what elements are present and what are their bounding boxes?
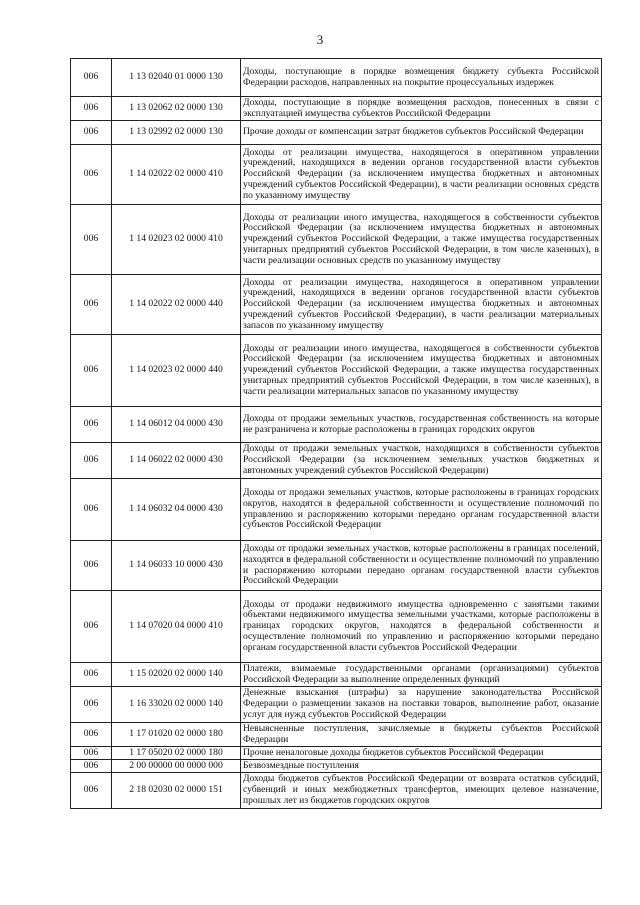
budget-code-cell: 1 15 02020 02 0000 140 <box>112 663 241 687</box>
admin-code-cell: 006 <box>71 591 112 663</box>
budget-code-cell: 1 14 02022 02 0000 410 <box>112 145 241 205</box>
table-row <box>71 205 602 275</box>
revenue-name-cell: Доходы от продажи недвижимого имущества одновременно с занятыми такими объектами недвижимого имущества земельными участками, которые расположены в границах городских округов, находятся в федеральной собственности и осуществление полномочий по управлению и распоряжению которыми передано органам государственной власти субъектов Российской Федерации <box>241 591 602 663</box>
admin-code-cell: 006 <box>71 275 112 335</box>
table-row <box>71 687 602 723</box>
table-row <box>71 479 602 541</box>
revenue-classification-table <box>70 58 602 809</box>
budget-code-cell: 1 13 02992 02 0000 130 <box>112 121 241 145</box>
revenue-name-cell: Доходы от реализации имущества, находящегося в оперативном управлении учреждений, находящихся в ведении органов государственной власти субъектов Российской Федерации (за исключением имущества бюджетных и автономных учреждений субъектов Российской Федерации), в части реализации материальных запасов по указанному имуществу <box>241 275 602 335</box>
budget-code-cell: 1 13 02040 01 0000 130 <box>112 59 241 97</box>
admin-code-cell: 006 <box>71 760 112 773</box>
table-row <box>71 407 602 443</box>
revenue-name-cell: Доходы, поступающие в порядке возмещения бюджету субъекта Российской Федерации расходов, направленных на покрытие процессуальных издержек <box>241 59 602 97</box>
budget-code-cell: 1 17 05020 02 0000 180 <box>112 747 241 760</box>
budget-code-cell: 1 14 06022 02 0000 430 <box>112 443 241 479</box>
budget-code-cell: 1 14 06032 04 0000 430 <box>112 479 241 541</box>
revenue-name-cell: Доходы от продажи земельных участков, государственная собственность на которые не разграничена и которые расположены в границах городских округов <box>241 407 602 443</box>
budget-code-cell: 2 00 00000 00 0000 000 <box>112 760 241 773</box>
revenue-name-cell: Денежные взыскания (штрафы) за нарушение законодательства Российской Федерации о размещении заказов на поставки товаров, выполнение работ, оказание услуг для нужд субъектов Российской Федерации <box>241 687 602 723</box>
table-row <box>71 121 602 145</box>
revenue-name-cell: Доходы, поступающие в порядке возмещения расходов, понесенных в связи с эксплуатацией имущества субъектов Российской Федерации <box>241 97 602 121</box>
revenue-name-cell: Доходы от реализации иного имущества, находящегося в собственности субъектов Российской Федерации (за исключением имущества бюджетных и автономных учреждений субъектов Российской Федерации, а также имущества государственных унитарных предприятий субъектов Российской Федерации, в том числе казенных), в части реализации основных средств по указанному имуществу <box>241 205 602 275</box>
admin-code-cell: 006 <box>71 747 112 760</box>
admin-code-cell: 006 <box>71 407 112 443</box>
table-row <box>71 275 602 335</box>
admin-code-cell: 006 <box>71 663 112 687</box>
table-row <box>71 59 602 97</box>
admin-code-cell: 006 <box>71 59 112 97</box>
budget-code-cell: 1 17 01020 02 0000 180 <box>112 723 241 747</box>
table-row <box>71 541 602 591</box>
budget-code-cell: 1 14 06012 04 0000 430 <box>112 407 241 443</box>
revenue-name-cell: Доходы от продажи земельных участков, которые расположены в границах городских округов, находятся в федеральной собственности и осуществление полномочий по управлению и распоряжению которыми передано органам государственной власти субъектов Российской Федерации <box>241 479 602 541</box>
table-row <box>71 760 602 773</box>
table-row <box>71 335 602 407</box>
table-row <box>71 723 602 747</box>
revenue-name-cell: Доходы от продажи земельных участков, находящихся в собственности субъектов Российской Федерации (за исключением земельных участков бюджетных и автономных учреждений субъектов Российской Федерации) <box>241 443 602 479</box>
admin-code-cell: 006 <box>71 723 112 747</box>
admin-code-cell: 006 <box>71 121 112 145</box>
budget-code-cell: 1 13 02062 02 0000 130 <box>112 97 241 121</box>
revenue-name-cell: Платежи, взимаемые государственными органами (организациями) субъектов Российской Федерации за выполнение определенных функций <box>241 663 602 687</box>
admin-code-cell: 006 <box>71 773 112 809</box>
table-row <box>71 747 602 760</box>
budget-code-cell: 1 14 02022 02 0000 440 <box>112 275 241 335</box>
page-number: 3 <box>316 32 324 47</box>
table-row <box>71 97 602 121</box>
table-row <box>71 145 602 205</box>
admin-code-cell: 006 <box>71 479 112 541</box>
revenue-name-cell: Прочие неналоговые доходы бюджетов субъектов Российской Федерации <box>241 747 602 760</box>
admin-code-cell: 006 <box>71 687 112 723</box>
budget-code-cell: 1 16 33020 02 0000 140 <box>112 687 241 723</box>
budget-code-cell: 1 14 07020 04 0000 410 <box>112 591 241 663</box>
admin-code-cell: 006 <box>71 97 112 121</box>
revenue-name-cell: Безвозмездные поступления <box>241 760 602 773</box>
table-row <box>71 443 602 479</box>
table-row <box>71 773 602 809</box>
admin-code-cell: 006 <box>71 205 112 275</box>
admin-code-cell: 006 <box>71 145 112 205</box>
revenue-name-cell: Прочие доходы от компенсации затрат бюджетов субъектов Российской Федерации <box>241 121 602 145</box>
table-row <box>71 591 602 663</box>
revenue-name-cell: Доходы от реализации имущества, находящегося в оперативном управлении учреждений, находящихся в ведении органов государственной власти субъектов Российской Федерации (за исключением имущества бюджетных и автономных учреждений субъектов Российской Федерации), в части реализации основных средств по указанному имуществу <box>241 145 602 205</box>
revenue-name-cell: Доходы бюджетов субъектов Российской Федерации от возврата остатков субсидий, субвенций и иных межбюджетных трансфертов, имеющих целевое назначение, прошлых лет из бюджетов городских округов <box>241 773 602 809</box>
revenue-name-cell: Невыясненные поступления, зачисляемые в бюджеты субъектов Российской Федерации <box>241 723 602 747</box>
admin-code-cell: 006 <box>71 335 112 407</box>
table-row <box>71 663 602 687</box>
revenue-name-cell: Доходы от продажи земельных участков, которые расположены в границах поселений, находятся в федеральной собственности и осуществление полномочий по управлению и распоряжению которыми передано органам государственной власти субъектов Российской Федерации <box>241 541 602 591</box>
revenue-name-cell: Доходы от реализации иного имущества, находящегося в собственности субъектов Российской Федерации (за исключением имущества бюджетных и автономных учреждений субъектов Российской Федерации, а также имущества государственных унитарных предприятий субъектов Российской Федерации, в том числе казенных), в части реализации материальных запасов по указанному имуществу <box>241 335 602 407</box>
budget-code-cell: 2 18 02030 02 0000 151 <box>112 773 241 809</box>
budget-code-cell: 1 14 06033 10 0000 430 <box>112 541 241 591</box>
budget-code-cell: 1 14 02023 02 0000 410 <box>112 205 241 275</box>
admin-code-cell: 006 <box>71 541 112 591</box>
budget-code-cell: 1 14 02023 02 0000 440 <box>112 335 241 407</box>
admin-code-cell: 006 <box>71 443 112 479</box>
